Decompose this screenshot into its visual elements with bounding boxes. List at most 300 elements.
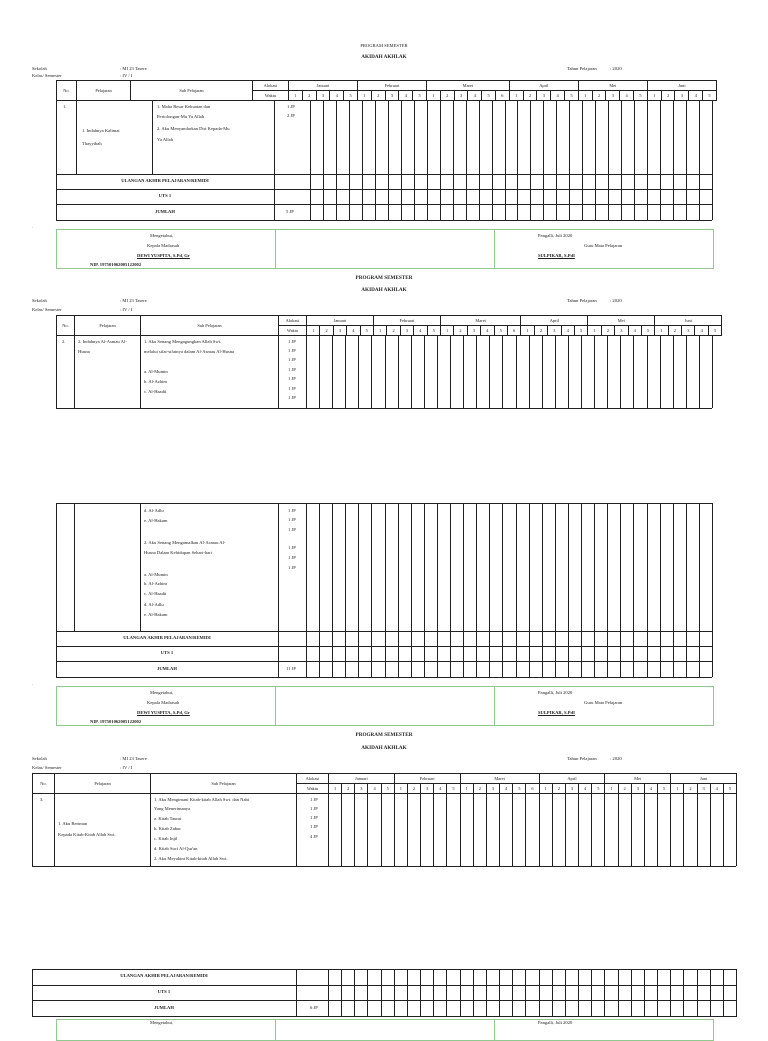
week-number: 5 <box>447 784 460 794</box>
week-number: 4 <box>695 326 708 336</box>
jumlah-row: JUMLAH <box>155 209 175 214</box>
week-gridline <box>394 969 395 1017</box>
week-gridline <box>367 969 368 1017</box>
pelajaran-line1: 1. Indahnya Kalimat <box>82 128 120 133</box>
week-number: 5 <box>658 784 671 794</box>
week-gridline <box>319 335 320 408</box>
week-gridline <box>529 335 530 408</box>
jp-value: 1 JP <box>288 545 296 550</box>
week-gridline <box>673 335 674 408</box>
sub-item: melalui sifat-sifatnya dalam Al-Asmau Al-Husna <box>144 349 235 354</box>
week-gridline <box>539 793 540 866</box>
week-number: 4 <box>414 326 427 336</box>
sign-left-1: Mengetahui, <box>150 1020 174 1025</box>
week-gridline <box>673 100 674 220</box>
week-gridline <box>607 503 608 677</box>
week-gridline <box>323 100 324 220</box>
month-februari: Februari <box>394 774 460 784</box>
week-number: 5 <box>381 784 394 794</box>
week-number: 3 <box>421 784 434 794</box>
jp-value: 2 JP <box>287 113 295 118</box>
col-waktu: Waktu <box>297 784 329 794</box>
week-gridline <box>697 969 698 1017</box>
week-gridline <box>594 503 595 677</box>
week-number: 2 <box>684 784 697 794</box>
sign-left-2: Kepala Madrasah <box>147 243 180 248</box>
sub-item: Ya Allah <box>157 137 173 142</box>
week-gridline <box>542 503 543 677</box>
week-number: 5 <box>494 326 507 336</box>
week-number: 1 <box>539 784 552 794</box>
sub-item: Pertolongan-Mu Ya Allah <box>157 114 205 119</box>
jumlah-jp: 5 JP <box>286 209 294 214</box>
week-gridline <box>476 335 477 408</box>
week-number: 3 <box>467 326 480 336</box>
week-number: 4 <box>644 784 657 794</box>
month-februari: Februari <box>373 316 440 326</box>
week-gridline <box>604 969 605 1017</box>
week-gridline <box>565 793 566 866</box>
col-alokasi: Alokasi <box>253 81 289 91</box>
sub-item: 1. Aku Mengimani Kitab-kitab Allah Swt. dan Nabi <box>154 797 250 802</box>
week-number: 1 <box>358 91 372 101</box>
schedule-header-1 <box>56 80 717 101</box>
sub-item: c. Al-Haadii <box>144 389 167 394</box>
month-april: April <box>521 316 588 326</box>
week-gridline <box>424 503 425 677</box>
week-number: 1 <box>307 326 320 336</box>
week-number: 1 <box>655 326 668 336</box>
ulangan-row: ULANGAN AKHIR PELAJARAN/REMIDI <box>123 635 211 640</box>
month-mei: Mei <box>588 316 655 326</box>
week-gridline <box>723 793 724 866</box>
class-label: Kelas/ Semester <box>32 73 62 78</box>
week-number: 4 <box>330 91 344 101</box>
week-number: 3 <box>316 91 330 101</box>
week-number: 3 <box>400 326 413 336</box>
jumlah-row: JUMLAH <box>157 666 177 671</box>
week-gridline <box>542 335 543 408</box>
schedule-header-2 <box>56 315 722 336</box>
sub-item: Yang Menerimanya <box>154 806 191 811</box>
week-gridline <box>433 969 434 1017</box>
week-gridline <box>505 100 506 220</box>
week-gridline <box>460 969 461 1017</box>
week-gridline <box>633 503 634 677</box>
jp-value: 1 JP <box>288 395 296 400</box>
week-gridline <box>581 335 582 408</box>
week-number: 5 <box>592 784 605 794</box>
week-number: 4 <box>399 91 413 101</box>
week-number: 5 <box>641 326 654 336</box>
week-gridline <box>398 503 399 677</box>
jp-value: 1 JP <box>288 348 296 353</box>
week-gridline <box>486 793 487 866</box>
sub-item: e. Al-Hakam <box>144 518 168 523</box>
week-gridline <box>683 793 684 866</box>
doc-subject-2: AKIDAH AKHLAK <box>361 287 407 293</box>
week-gridline <box>604 793 605 866</box>
col-pelajaran: Pelajaran <box>55 774 151 794</box>
year-value: : 2020 <box>610 66 622 71</box>
year-value: : 2020 <box>610 298 622 303</box>
week-gridline <box>620 503 621 677</box>
week-number: 1 <box>521 326 534 336</box>
week-number: 5 <box>708 326 721 336</box>
month-maret: Maret <box>440 316 520 326</box>
week-gridline <box>556 100 557 220</box>
week-gridline <box>529 503 530 677</box>
jp-value: 1 JP <box>288 555 296 560</box>
week-number: 1 <box>394 784 407 794</box>
week-number: 3 <box>606 91 620 101</box>
year-value: : 2020 <box>610 756 622 761</box>
week-gridline <box>723 969 724 1017</box>
ulangan-row: ULANGAN AKHIR PELAJARAN/REMIDI <box>121 178 209 183</box>
week-gridline <box>319 503 320 677</box>
week-gridline <box>433 793 434 866</box>
week-gridline <box>427 100 428 220</box>
week-number: 1 <box>605 784 618 794</box>
week-gridline <box>385 503 386 677</box>
week-number: 3 <box>675 91 689 101</box>
sign-right-2: Guru Mata Pelajaran <box>584 243 623 248</box>
week-number: 4 <box>434 784 447 794</box>
week-number: 3 <box>385 91 399 101</box>
week-gridline <box>660 503 661 677</box>
week-gridline <box>657 969 658 1017</box>
week-number: 2 <box>342 784 355 794</box>
week-gridline <box>502 335 503 408</box>
week-number: 3 <box>548 326 561 336</box>
week-gridline <box>489 335 490 408</box>
week-gridline <box>349 100 350 220</box>
week-gridline <box>446 793 447 866</box>
month-februari: Februari <box>358 81 427 91</box>
week-gridline <box>345 503 346 677</box>
week-number: 4 <box>710 784 723 794</box>
month-april: April <box>509 81 578 91</box>
week-number: 5 <box>427 326 440 336</box>
col-sub: Sub Pelajaran <box>141 316 279 336</box>
week-number: 4 <box>551 91 565 101</box>
week-gridline <box>440 100 441 220</box>
col-no: No. <box>57 81 77 101</box>
sign-left-2: Kepala Madrasah <box>147 700 180 705</box>
week-gridline <box>591 969 592 1017</box>
week-number: 4 <box>468 91 482 101</box>
sign-left-name: DEWI YUSPITA, S.Pd, Gr <box>137 253 190 258</box>
week-gridline <box>375 100 376 220</box>
jp-value: 1 JP <box>288 508 296 513</box>
week-gridline <box>420 969 421 1017</box>
sign-right-2: Guru Mata Pelajaran <box>584 700 623 705</box>
week-number: 1 <box>460 784 473 794</box>
week-gridline <box>686 100 687 220</box>
week-number: 5 <box>703 91 717 101</box>
jp-value: 1 JP <box>288 339 296 344</box>
week-gridline <box>385 335 386 408</box>
week-gridline <box>411 503 412 677</box>
week-number: 1 <box>373 326 386 336</box>
class-label: Kelas/ Semester <box>32 765 62 770</box>
week-number: 5 <box>513 784 526 794</box>
week-gridline <box>710 969 711 1017</box>
row-no: 1. <box>63 104 67 109</box>
sub-item: 2. Aku Senang Mengamalkan Al-Asmau Al- <box>144 540 226 545</box>
week-gridline <box>647 100 648 220</box>
week-number: 5 <box>565 91 579 101</box>
jp-value: 1 JP <box>288 527 296 532</box>
week-number: 2 <box>302 91 316 101</box>
week-number: 5 <box>360 326 373 336</box>
week-gridline <box>473 793 474 866</box>
week-number: 1 <box>289 91 303 101</box>
week-gridline <box>673 503 674 677</box>
school-label: Sekolah <box>32 66 47 71</box>
year-label: Tahun Pelajaran <box>567 756 597 761</box>
week-gridline <box>476 503 477 677</box>
week-gridline <box>621 100 622 220</box>
week-gridline <box>345 335 346 408</box>
week-number: 2 <box>668 326 681 336</box>
week-gridline <box>552 969 553 1017</box>
jp-value: 1 JP <box>310 806 318 811</box>
sign-left-nip: NIP. 197501062005122002 <box>90 262 142 267</box>
sign-left-name: DEWI YUSPITA, S.Pd, Gr <box>137 710 190 715</box>
week-gridline <box>595 100 596 220</box>
week-gridline <box>686 503 687 677</box>
week-gridline <box>489 503 490 677</box>
week-gridline <box>411 335 412 408</box>
week-number: 2 <box>534 326 547 336</box>
week-number: 2 <box>592 91 606 101</box>
week-gridline <box>633 335 634 408</box>
week-number: 5 <box>574 326 587 336</box>
week-gridline <box>420 793 421 866</box>
uts-row: UTS 1 <box>157 989 171 994</box>
week-number: 2 <box>618 784 631 794</box>
week-gridline <box>686 335 687 408</box>
week-gridline <box>670 969 671 1017</box>
week-gridline <box>394 793 395 866</box>
week-gridline <box>437 503 438 677</box>
week-gridline <box>388 100 389 220</box>
school-value: : MI 23 Tasere <box>120 298 147 303</box>
sign-right-name: SULPIKAR, S.PdI <box>538 710 575 715</box>
week-gridline <box>647 503 648 677</box>
sub-item: b. Al-Azhim <box>144 581 167 586</box>
week-number: 2 <box>407 784 420 794</box>
pelajaran-line2: Thayyibah <box>82 141 102 146</box>
sub-item: b. Kitab Zabur <box>154 826 181 831</box>
week-gridline <box>407 969 408 1017</box>
jp-value: 1 JP <box>288 357 296 362</box>
week-number: 1 <box>509 91 523 101</box>
jp-value: 1 JP <box>310 815 318 820</box>
week-gridline <box>450 503 451 677</box>
week-number: 3 <box>682 326 695 336</box>
week-gridline <box>710 793 711 866</box>
sub-item: e. Al-Hakam <box>144 612 168 617</box>
week-gridline <box>358 335 359 408</box>
col-pelajaran: Pelajaran <box>75 316 141 336</box>
week-number: 2 <box>661 91 675 101</box>
week-number: 5 <box>413 91 427 101</box>
week-number: 4 <box>628 326 641 336</box>
week-gridline <box>358 503 359 677</box>
pelajaran-line1: 2. Indahnya Al-Asmau Al- <box>78 339 127 344</box>
jumlah-jp: 11 JP <box>286 666 296 671</box>
week-gridline <box>516 335 517 408</box>
month-maret: Maret <box>460 774 539 784</box>
week-number: 4 <box>500 784 513 794</box>
jp-value: 1 JP <box>287 104 295 109</box>
sign-left-1: Mengetahui, <box>150 690 174 695</box>
week-gridline <box>618 793 619 866</box>
week-gridline <box>555 335 556 408</box>
week-gridline <box>657 793 658 866</box>
week-gridline <box>525 793 526 866</box>
week-gridline <box>555 503 556 677</box>
week-gridline <box>446 969 447 1017</box>
col-waktu: Waktu <box>253 91 289 101</box>
week-gridline <box>644 969 645 1017</box>
jp-value: 1 JP <box>288 376 296 381</box>
week-gridline <box>332 335 333 408</box>
col-alokasi: Alokasi <box>279 316 307 326</box>
sub-item: 2. Aku Menyandarkan Diri Kepada-Mu <box>157 126 230 131</box>
pelajaran-line2: Husna <box>78 349 90 354</box>
doc-title: PROGRAM SEMESTER <box>360 43 408 48</box>
pelajaran-line1: 1. Aku Beriman <box>58 821 88 826</box>
week-gridline <box>530 100 531 220</box>
week-gridline <box>618 969 619 1017</box>
week-gridline <box>634 100 635 220</box>
week-gridline <box>517 100 518 220</box>
sub-item: 1. Maha Besar Kekuatan dan <box>157 104 211 109</box>
week-number: 6 <box>507 326 520 336</box>
ulangan-row: ULANGAN AKHIR PELAJARAN/REMIDI <box>120 973 208 978</box>
sub-item: c. Al-Haadii <box>144 591 167 596</box>
sign-right-1: Pangalli, Juli 2020 <box>538 1020 573 1025</box>
week-number: 1 <box>440 326 453 336</box>
week-gridline <box>401 100 402 220</box>
week-number: 2 <box>473 784 486 794</box>
week-number: 3 <box>355 784 368 794</box>
week-gridline <box>552 793 553 866</box>
week-gridline <box>569 100 570 220</box>
week-number: 3 <box>565 784 578 794</box>
week-gridline <box>591 793 592 866</box>
week-number: 3 <box>537 91 551 101</box>
school-value: : MI 23 Tasere <box>120 66 147 71</box>
sub-item: 2. Aku Meyakini Kitab-kitab Allah Swt. <box>154 856 228 861</box>
week-number: 4 <box>620 91 634 101</box>
week-gridline <box>371 335 372 408</box>
col-no: No. <box>57 316 75 336</box>
week-gridline <box>362 100 363 220</box>
week-number: 5 <box>634 91 648 101</box>
week-gridline <box>437 335 438 408</box>
week-gridline <box>697 793 698 866</box>
week-gridline <box>516 503 517 677</box>
week-gridline <box>354 793 355 866</box>
dot-mark: . <box>32 224 34 229</box>
sub-item: 1. Aku Senang Mengagungkan Allah Swt. <box>144 339 222 344</box>
jumlah-jp: 6 JP <box>310 1005 318 1010</box>
week-gridline <box>607 335 608 408</box>
week-number: 4 <box>689 91 703 101</box>
sub-item: d. Kitab Suci Al-Qur'an <box>154 846 198 851</box>
week-gridline <box>336 100 337 220</box>
week-gridline <box>381 793 382 866</box>
doc-subject: AKIDAH AKHLAK <box>361 54 407 60</box>
sign-left-1: Mengetahui, <box>150 233 174 238</box>
week-gridline <box>398 335 399 408</box>
sub-item: a. Kitab Taurat <box>154 816 182 821</box>
week-gridline <box>699 335 700 408</box>
school-label: Sekolah <box>32 298 47 303</box>
week-gridline <box>512 793 513 866</box>
jumlah-row: JUMLAH <box>154 1005 174 1010</box>
class-label: Kelas/ Semester <box>32 307 62 312</box>
pelajaran-line2: Kepada Kitab-Kitab Allah Swt. <box>58 832 116 837</box>
week-gridline <box>699 100 700 220</box>
col-pelajaran: Pelajaran <box>77 81 131 101</box>
week-number: 1 <box>671 784 684 794</box>
week-number: 4 <box>561 326 574 336</box>
week-gridline <box>499 969 500 1017</box>
week-gridline <box>463 335 464 408</box>
month-januari: Januari <box>289 81 358 91</box>
week-number: 5 <box>344 91 358 101</box>
week-number: 3 <box>333 326 346 336</box>
year-label: Tahun Pelajaran <box>567 298 597 303</box>
week-number: 1 <box>427 91 441 101</box>
uts-row: UTS 1 <box>158 193 172 198</box>
week-number: 5 <box>723 784 736 794</box>
week-number: 3 <box>486 784 499 794</box>
col-sub: Sub Pelajaran <box>131 81 253 101</box>
week-gridline <box>466 100 467 220</box>
week-gridline <box>341 969 342 1017</box>
month-januari: Januari <box>307 316 374 326</box>
class-value: : IV / I <box>120 73 133 78</box>
sub-item: b. Al-Azhim <box>144 379 167 384</box>
week-number: 2 <box>387 326 400 336</box>
week-gridline <box>512 969 513 1017</box>
week-number: 6 <box>495 91 509 101</box>
col-waktu: Waktu <box>279 326 307 336</box>
week-gridline <box>670 793 671 866</box>
week-gridline <box>381 969 382 1017</box>
week-gridline <box>502 503 503 677</box>
week-number: 2 <box>454 326 467 336</box>
week-gridline <box>647 335 648 408</box>
week-number: 4 <box>579 784 592 794</box>
sign-right-1: Pangalli, Juli 2020 <box>538 690 573 695</box>
sign-right-1: Pangalli, Juli 2020 <box>538 233 573 238</box>
sub-item: d. Al-Adlu <box>144 508 164 513</box>
school-label: Sekolah <box>32 756 47 761</box>
sub-item: Husna Dalam Kehidupan Sehari-hari <box>144 550 212 555</box>
week-number: 1 <box>588 326 601 336</box>
week-number: 2 <box>601 326 614 336</box>
week-number: 4 <box>481 326 494 336</box>
week-number: 1 <box>647 91 661 101</box>
week-number: 2 <box>552 784 565 794</box>
